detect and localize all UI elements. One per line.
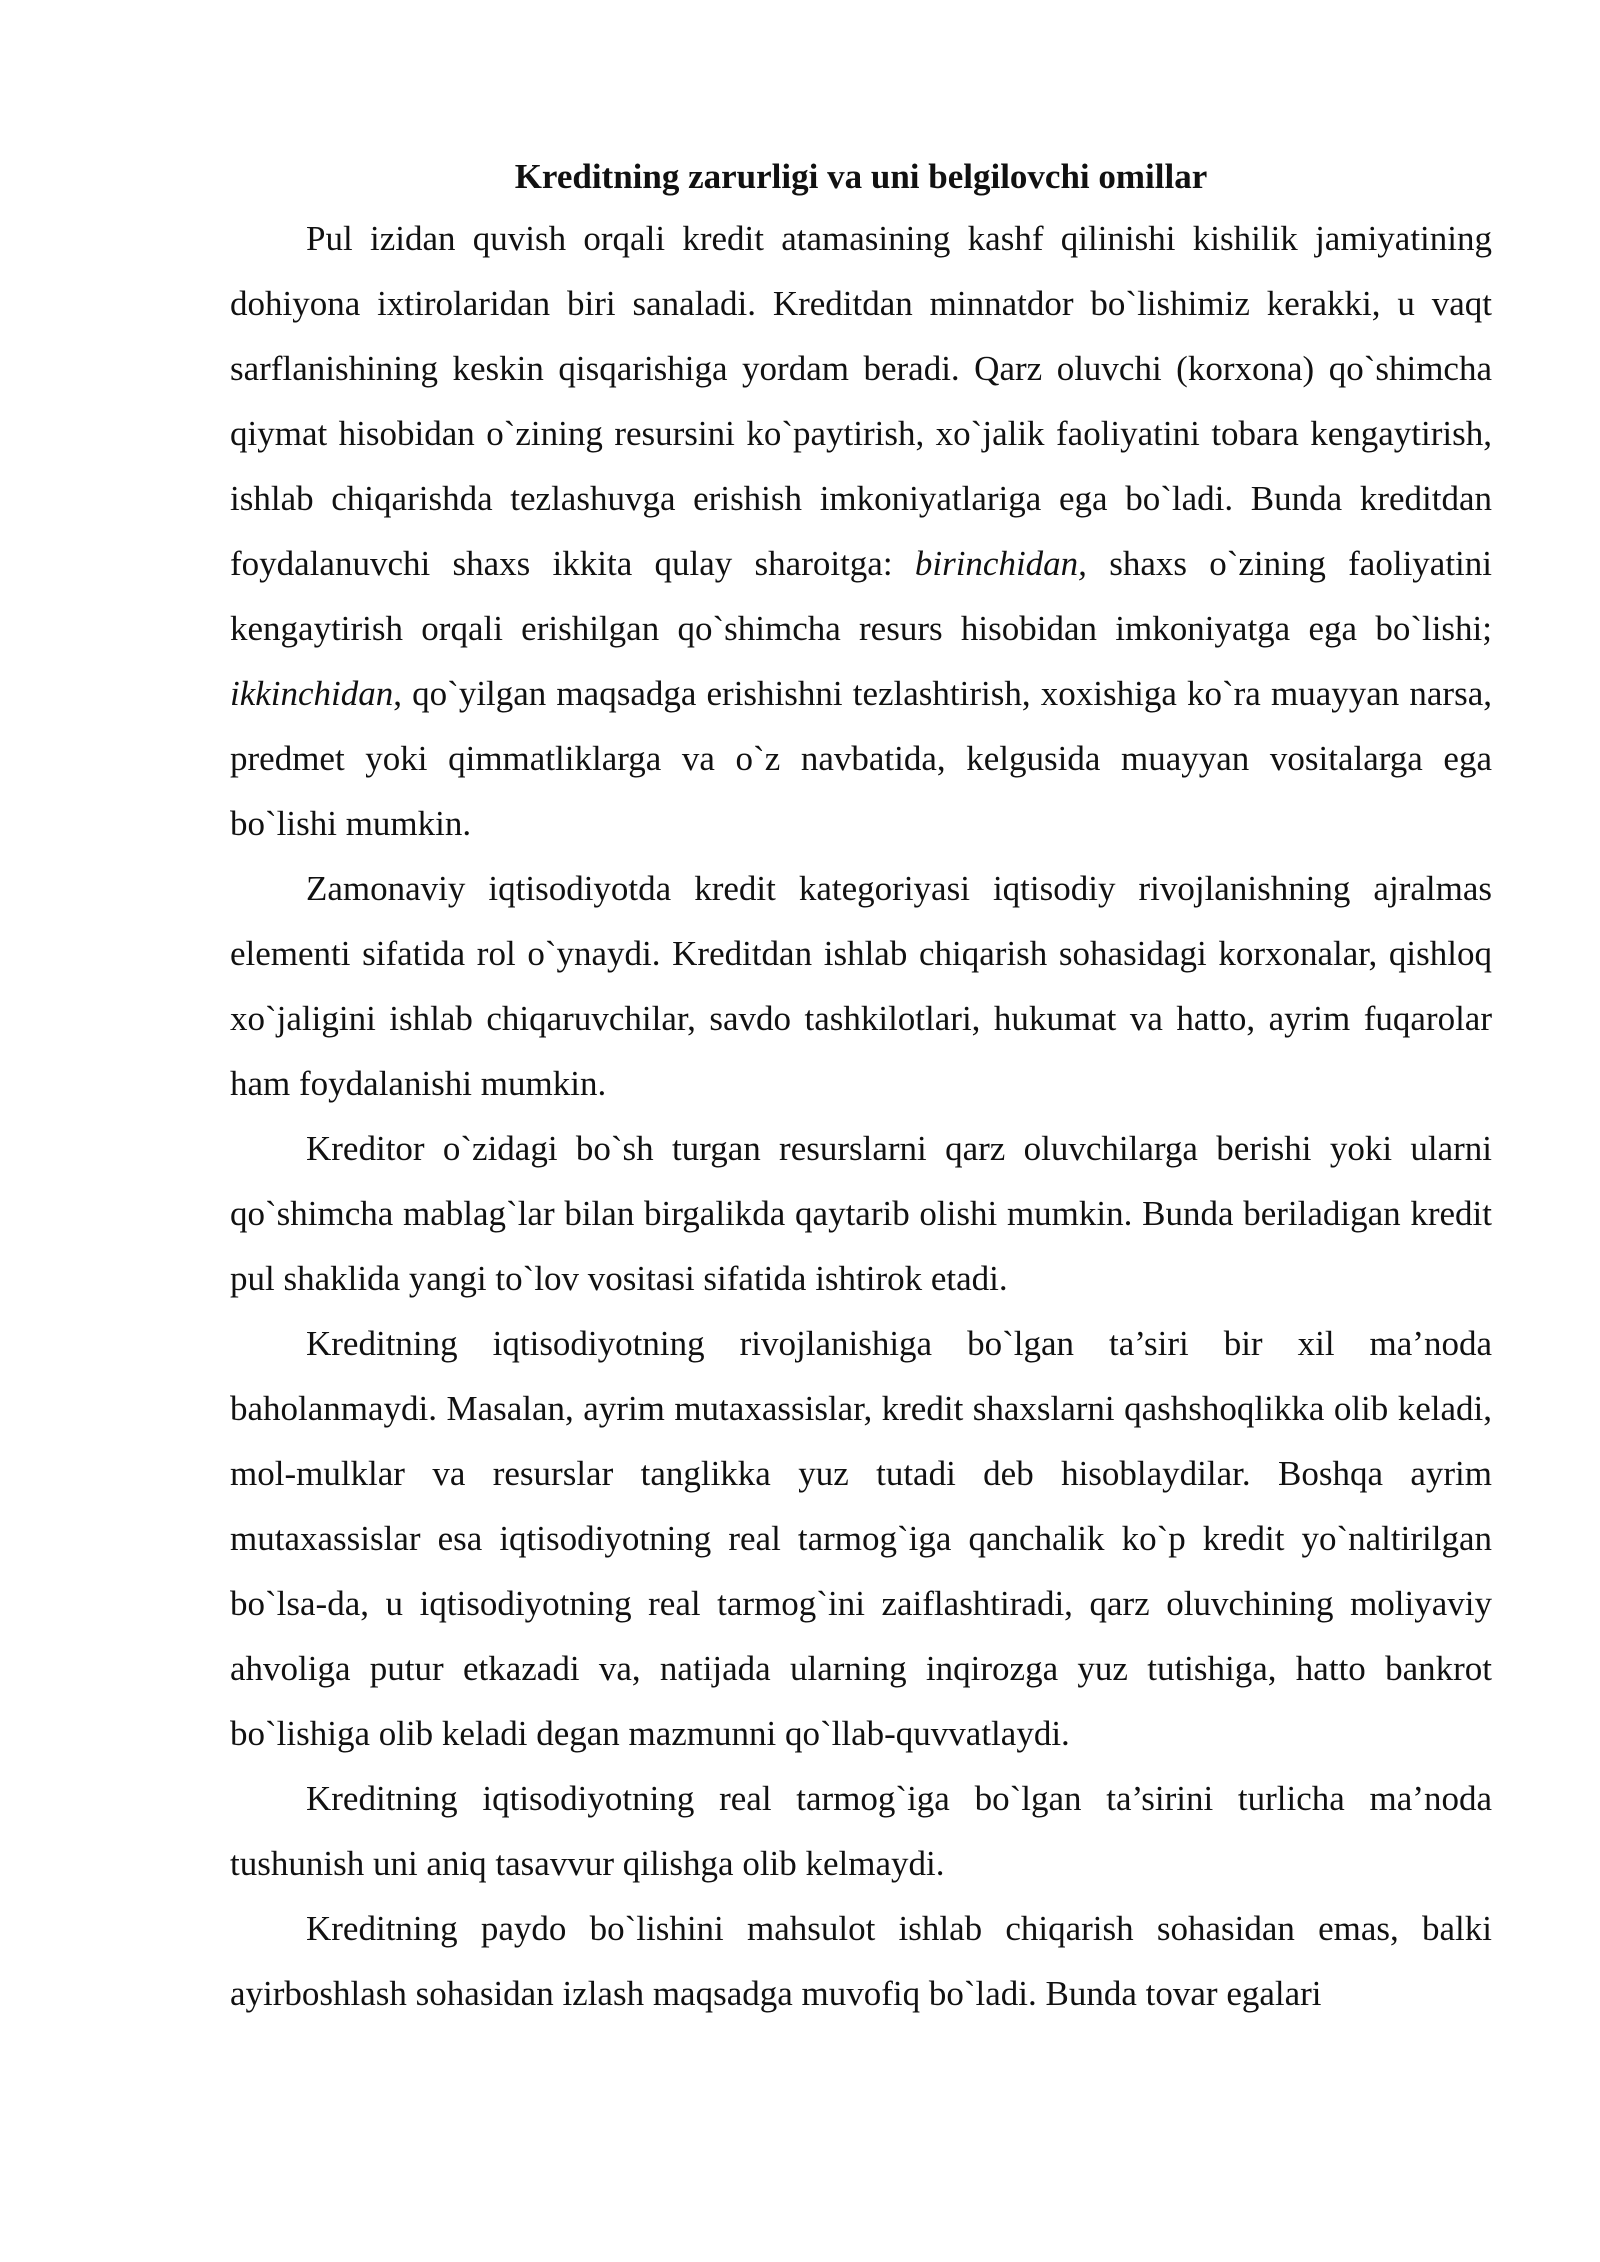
- paragraph-1-text-a: Pul izidan quvish orqali kredit atamasining kashf qilinishi kishilik jamiyatining dohiyona ixtirolaridan biri sanaladi. Kreditdan minnatdor bo`lishimiz kerakki, u vaqt sarflanishining keskin qisqarishiga yordam beradi. Qarz oluvchi (korxona) qo`shimcha qiymat hisobidan o`zining resursini ko`paytirish, xo`jalik faoliyatini tobara kengaytirish, ishlab chiqarishda tezlashuvga erishish imkoniyatlariga ega bo`ladi. Bunda kreditdan foydalanuvchi shaxs ikkita qulay sharoitga:: [230, 219, 1492, 583]
- document-body: [230, 148, 1492, 2026]
- document-title: Kreditning zarurligi va uni belgilovchi omillar: [514, 157, 1208, 196]
- paragraph-3: Kreditor o`zidagi bo`sh turgan resurslarni qarz oluvchilarga berishi yoki ularni qo`shimcha mablag`lar bilan birgalikda qaytarib olishi mumkin. Bunda beriladigan kredit pul shaklida yangi to`lov vositasi sifatida ishtirok etadi.: [230, 1129, 1492, 1298]
- paragraph-1-emphasis-second: ikkinchidan: [230, 674, 394, 713]
- paragraph-1: [230, 206, 1492, 856]
- paragraph-2: Zamonaviy iqtisodiyotda kredit kategoriyasi iqtisodiy rivojlanishning ajralmas elementi sifatida rol o`ynaydi. Kreditdan ishlab chiqarish sohasidagi korxonalar, qishloq xo`jaligini ishlab chiqaruvchilar, savdo tashkilotlari, hukumat va hatto, ayrim fuqarolar ham foydalanishi mumkin.: [230, 869, 1492, 1103]
- paragraph-1-text-c: , qo`yilgan maqsadga erishishni tezlashtirish, xoxishiga ko`ra muayyan narsa, predmet yoki qimmatliklarga va o`z navbatida, kelgusida muayyan vositalarga ega bo`lishi mumkin.: [230, 674, 1492, 843]
- paragraph-1-text-b: shaxs o`zining faoliyatini kengaytirish orqali erishilgan qo`shimcha resurs hisobidan imkoniyatga ega bo`lishi;: [230, 544, 1493, 648]
- paragraph-6: Kreditning paydo bo`lishini mahsulot ishlab chiqarish sohasidan emas, balki ayirboshlash sohasidan izlash maqsadga muvofiq bo`ladi. Bunda tovar egalari: [230, 1909, 1492, 2013]
- paragraph-5: Kreditning iqtisodiyotning real tarmog`iga bo`lgan ta’sirini turlicha ma’noda tushunish uni aniq tasavvur qilishga olib kelmaydi.: [230, 1779, 1492, 1883]
- paragraph-4: Kreditning iqtisodiyotning rivojlanishiga bo`lgan ta’siri bir xil ma’noda baholanmaydi. Masalan, ayrim mutaxassislar, kredit shaxslarni qashshoqlikka olib keladi, mol-mulklar va resurslar tanglikka yuz tutadi deb hisoblaydilar. Boshqa ayrim mutaxassislar esa iqtisodiyotning real tarmog`iga qanchalik ko`p kredit yo`naltirilgan bo`lsa-da, u iqtisodiyotning real tarmog`ini zaiflashtiradi, qarz oluvchining moliyaviy ahvoliga putur etkazadi va, natijada ularning inqirozga yuz tutishiga, hatto bankrot bo`lishiga olib keladi degan mazmunni qo`llab-quvvatlaydi.: [230, 1324, 1492, 1753]
- paragraph-1-emphasis-first: birinchidan,: [914, 544, 1087, 583]
